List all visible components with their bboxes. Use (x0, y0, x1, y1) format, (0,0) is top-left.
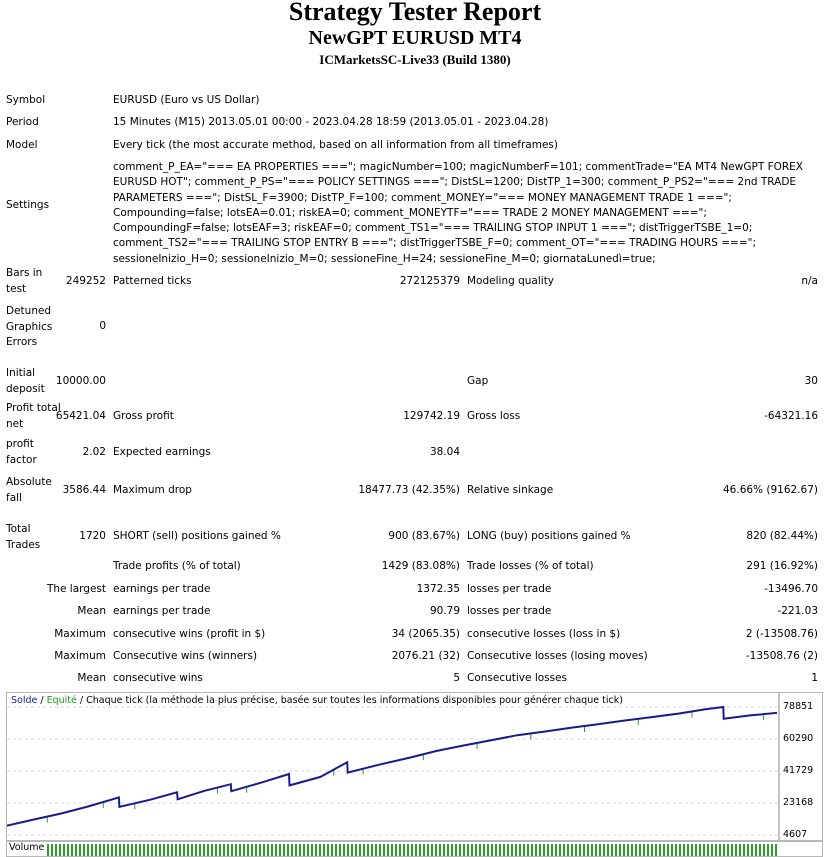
volume-bar-mark (491, 844, 493, 856)
consecutive-wins-winners-label: Consecutive wins (winners) (113, 650, 258, 662)
mean-win-label: earnings per trade (113, 605, 211, 617)
volume-bar-mark (551, 844, 553, 856)
volume-bar-mark (751, 844, 753, 856)
volume-bar-mark (539, 844, 541, 856)
balance-line (7, 707, 777, 826)
volume-bar-mark (455, 844, 457, 856)
volume-bar-mark (479, 844, 481, 856)
volume-bar-mark (159, 844, 161, 856)
consecutive-losses-loss-label: consecutive losses (loss in $) (467, 628, 621, 640)
largest-label: The largest (46, 583, 106, 595)
trade-losses-value: 291 (16.92%) (746, 560, 818, 572)
gap-label: Gap (467, 375, 489, 387)
volume-bar-mark (599, 844, 601, 856)
volume-bar-mark (759, 844, 761, 856)
mean-win-value: 90.79 (429, 605, 460, 617)
volume-bar-mark (611, 844, 613, 856)
maximum-drop-label: Maximum drop (113, 484, 192, 496)
legend-separator: / (37, 695, 47, 706)
period-value: 15 Minutes (M15) 2013.05.01 00:00 - 2023.04.28 18:59 (2013.05.01 - 2023.04.28) (113, 116, 549, 128)
volume-bar-mark (555, 844, 557, 856)
volume-bar-mark (507, 844, 509, 856)
volume-bar-mark (499, 844, 501, 856)
volume-bar-mark (103, 844, 105, 856)
volume-bar-mark (579, 844, 581, 856)
volume-bar-mark (319, 844, 321, 856)
gross-profit-value: 129742.19 (403, 410, 460, 422)
settings-value: comment_P_EA="=== EA PROPERTIES ==="; magicNumber=100; magicNumberF=101; commentTrade="EA MT4 NewGPT FOREX EURUSD HOT"; comment_P_PS="=== POLICY SETTINGS ==="; DistSL=1200; DistTP_1=300; comment_P_PS2="=== 2nd TRADE PARAMETERS ==="; DistSL_F=3900; DistTP_F=100; comment_MONEY="=== MONEY MANAGEMENT TRADE 1 ==="; Compounding=false; lotsEA=0.01; riskEA=0; comment_MONEYTF="=== TRADE 2 MONEY MANAGEMENT ==="; CompoundingF=false; lotsEAF=3; riskEAF=0; comment_TS1="=== TRAILING STOP INPUT 1 ==="; distTriggerTSBE_1=0; comment_TS2="=== TRAILING STOP ENTRY B ==="; distTriggerTSBE_F=0; comment_OT="=== TRADING HOURS ==="; sessioneInizio_H=0; sessioneInizio_M=0; sessioneFine_H=24; sessioneFine_M=0; giornataLunedì=true; (113, 161, 804, 265)
long-positions-value: 820 (82.44%) (746, 530, 818, 542)
legend-balance: Solde (11, 695, 38, 706)
volume-bar-mark (195, 844, 197, 856)
y-tick-label: 60290 (783, 733, 814, 744)
volume-bar-mark (635, 844, 637, 856)
volume-bar-mark (703, 844, 705, 856)
volume-bar-mark (115, 844, 117, 856)
errors-label: Detuned Graphics Errors (6, 305, 53, 348)
net-profit-label: Profit total net (6, 402, 61, 430)
volume-bar-mark (643, 844, 645, 856)
legend-equity: Equité (46, 695, 77, 706)
volume-bar-mark (771, 844, 773, 856)
volume-bar-mark (715, 844, 717, 856)
volume-bar-mark (395, 844, 397, 856)
volume-bar-mark (475, 844, 477, 856)
volume-bar-mark (399, 844, 401, 856)
volume-bar-mark (487, 844, 489, 856)
quality-value: n/a (801, 275, 818, 287)
long-positions-label: LONG (buy) positions gained % (467, 530, 631, 542)
volume-bar-mark (191, 844, 193, 856)
volume-bar-mark (343, 844, 345, 856)
volume-bar-mark (627, 844, 629, 856)
volume-bar-mark (227, 844, 229, 856)
total-trades-value: 1720 (79, 530, 106, 542)
volume-bar-mark (467, 844, 469, 856)
volume-bar-mark (695, 844, 697, 856)
volume-bar-mark (247, 844, 249, 856)
volume-bar-mark (215, 844, 217, 856)
balance-chart-plot (7, 693, 822, 840)
volume-bar-mark (391, 844, 393, 856)
relative-sinkage-value: 46.66% (9162.67) (723, 484, 818, 496)
volume-bar-mark (379, 844, 381, 856)
volume-bar-mark (307, 844, 309, 856)
volume-bar-mark (183, 844, 185, 856)
trade-losses-label: Trade losses (% of total) (467, 560, 594, 572)
volume-bar-mark (595, 844, 597, 856)
volume-histogram (7, 843, 822, 857)
consecutive-wins-profit-value: 34 (2065.35) (391, 628, 460, 640)
volume-bar-mark (739, 844, 741, 856)
mean-loss-value: -221.03 (777, 605, 818, 617)
profit-factor-value: 2.02 (82, 446, 106, 458)
total-trades-label: Total Trades (6, 523, 41, 551)
volume-bar-mark (707, 844, 709, 856)
volume-bar-mark (567, 844, 569, 856)
volume-bar-mark (775, 844, 777, 856)
short-positions-value: 900 (83.67%) (388, 530, 460, 542)
volume-bar-mark (143, 844, 145, 856)
largest-win-value: 1372.35 (416, 583, 460, 595)
volume-bar-mark (123, 844, 125, 856)
absolute-fall-label: Absolute fall (6, 476, 52, 504)
volume-bar-mark (607, 844, 609, 856)
volume-bar-mark (459, 844, 461, 856)
volume-bar-mark (235, 844, 237, 856)
volume-bar-mark (495, 844, 497, 856)
ticks-value: 272125379 (399, 275, 460, 287)
volume-bar-mark (187, 844, 189, 856)
volume-bar-mark (387, 844, 389, 856)
volume-bar-mark (311, 844, 313, 856)
volume-bar-mark (335, 844, 337, 856)
mean-label-2: Mean (77, 672, 106, 684)
ticks-label: Patterned ticks (113, 275, 192, 287)
volume-bar-mark (291, 844, 293, 856)
volume-bar-mark (75, 844, 77, 856)
volume-bar-mark (415, 844, 417, 856)
account-info: ICMarketsSC-Live33 (Build 1380) (319, 52, 511, 67)
volume-bar-mark (535, 844, 537, 856)
deposit-label: Initial deposit (6, 367, 45, 395)
model-value: Every tick (the most accurate method, based on all information from all timeframes) (113, 139, 558, 151)
volume-bar-mark (671, 844, 673, 856)
volume-bar-mark (63, 844, 65, 856)
volume-bar-mark (267, 844, 269, 856)
gross-loss-value: -64321.16 (764, 410, 818, 422)
volume-bar-mark (723, 844, 725, 856)
volume-bar-mark (547, 844, 549, 856)
volume-bar-mark (107, 844, 109, 856)
volume-bar-mark (139, 844, 141, 856)
volume-bar-mark (563, 844, 565, 856)
volume-bar-mark (631, 844, 633, 856)
volume-bar-mark (331, 844, 333, 856)
volume-bar-mark (691, 844, 693, 856)
volume-bar-mark (315, 844, 317, 856)
volume-bar-mark (219, 844, 221, 856)
volume-bar-mark (639, 844, 641, 856)
volume-bar-mark (135, 844, 137, 856)
volume-bar-mark (127, 844, 129, 856)
volume-bar-mark (199, 844, 201, 856)
volume-bar-mark (51, 844, 53, 856)
balance-chart (6, 692, 823, 841)
relative-sinkage-label: Relative sinkage (467, 484, 554, 496)
period-label: Period (6, 116, 39, 128)
legend-description: / Chaque tick (la méthode la plus précise, basée sur toutes les informations disponibles pour générer chaque tick) (76, 695, 623, 706)
profit-factor-label: profit factor (6, 438, 37, 466)
volume-bar-mark (659, 844, 661, 856)
volume-bar-mark (375, 844, 377, 856)
volume-bar-mark (519, 844, 521, 856)
volume-bar-mark (367, 844, 369, 856)
short-positions-label: SHORT (sell) positions gained % (113, 530, 281, 542)
volume-bar-mark (287, 844, 289, 856)
mean-consecutive-wins-value: 5 (453, 672, 460, 684)
volume-bar-mark (679, 844, 681, 856)
volume-bar-mark (463, 844, 465, 856)
volume-bar-mark (603, 844, 605, 856)
consecutive-losses-moves-label: Consecutive losses (losing moves) (467, 650, 648, 662)
gross-profit-label: Gross profit (113, 410, 174, 422)
deposit-value: 10000.00 (55, 375, 106, 387)
volume-bar-mark (179, 844, 181, 856)
mean-consecutive-losses-value: 1 (811, 672, 818, 684)
y-tick-label: 4607 (783, 829, 808, 840)
errors-value: 0 (99, 320, 106, 332)
volume-bar-mark (763, 844, 765, 856)
largest-loss-value: -13496.70 (764, 583, 818, 595)
volume-bar-mark (383, 844, 385, 856)
volume-bar-mark (275, 844, 277, 856)
volume-bar-mark (371, 844, 373, 856)
volume-bar-mark (207, 844, 209, 856)
volume-bar-mark (731, 844, 733, 856)
volume-bar-mark (623, 844, 625, 856)
volume-bar-mark (79, 844, 81, 856)
volume-bar-mark (279, 844, 281, 856)
absolute-fall-value: 3586.44 (62, 484, 106, 496)
volume-bar-mark (203, 844, 205, 856)
mean-consecutive-wins-label: consecutive wins (113, 672, 203, 684)
volume-label: Volume (9, 842, 45, 853)
volume-bar-mark (59, 844, 61, 856)
volume-bar-mark (327, 844, 329, 856)
volume-bar-mark (243, 844, 245, 856)
volume-bar-mark (583, 844, 585, 856)
volume-bar-mark (67, 844, 69, 856)
volume-bar-mark (211, 844, 213, 856)
volume-bar-mark (111, 844, 113, 856)
volume-bar-mark (687, 844, 689, 856)
volume-bar-mark (83, 844, 85, 856)
gap-value: 30 (804, 375, 818, 387)
trade-profits-label: Trade profits (% of total) (113, 560, 241, 572)
volume-bar-mark (87, 844, 89, 856)
volume-bar-mark (719, 844, 721, 856)
volume-bar-mark (131, 844, 133, 856)
volume-bar-mark (147, 844, 149, 856)
volume-bar-mark (263, 844, 265, 856)
trade-profits-value: 1429 (83.08%) (381, 560, 460, 572)
volume-bar-mark (443, 844, 445, 856)
volume-bar-mark (151, 844, 153, 856)
volume-bar-mark (735, 844, 737, 856)
consecutive-wins-winners-value: 2076.21 (32) (391, 650, 460, 662)
volume-bar-mark (407, 844, 409, 856)
volume-bar-mark (651, 844, 653, 856)
volume-bar-mark (303, 844, 305, 856)
volume-bar-mark (419, 844, 421, 856)
y-tick-label: 41729 (783, 765, 814, 776)
volume-bar-mark (431, 844, 433, 856)
volume-bar-mark (523, 844, 525, 856)
volume-bar-mark (323, 844, 325, 856)
volume-bar-mark (711, 844, 713, 856)
expected-earnings-value: 38.04 (429, 446, 460, 458)
mean-label: Mean (77, 605, 106, 617)
volume-bar-mark (283, 844, 285, 856)
volume-bar-mark (95, 844, 97, 856)
largest-loss-label: losses per trade (467, 583, 552, 595)
gross-loss-label: Gross loss (467, 410, 521, 422)
volume-bar-mark (559, 844, 561, 856)
maximum-drop-value: 18477.73 (42.35%) (358, 484, 460, 496)
volume-bar-mark (531, 844, 533, 856)
volume-bar-mark (447, 844, 449, 856)
volume-bar-mark (71, 844, 73, 856)
mean-consecutive-losses-label: Consecutive losses (467, 672, 568, 684)
volume-bar-mark (363, 844, 365, 856)
mean-loss-label: losses per trade (467, 605, 552, 617)
volume-bar-mark (683, 844, 685, 856)
volume-bar-mark (167, 844, 169, 856)
volume-bar-mark (663, 844, 665, 856)
volume-bar-mark (91, 844, 93, 856)
volume-bar-mark (527, 844, 529, 856)
symbol-label: Symbol (6, 94, 46, 106)
volume-bar-mark (271, 844, 273, 856)
volume-bar-mark (511, 844, 513, 856)
volume-bar-mark (439, 844, 441, 856)
volume-bar-mark (231, 844, 233, 856)
volume-bar-mark (359, 844, 361, 856)
volume-bar-mark (175, 844, 177, 856)
volume-bar-mark (259, 844, 261, 856)
y-tick-label: 23168 (783, 797, 814, 808)
volume-bar-mark (47, 844, 49, 856)
volume-bar-mark (255, 844, 257, 856)
report-title: Strategy Tester Report (288, 0, 542, 26)
volume-bar-mark (471, 844, 473, 856)
largest-win-label: earnings per trade (113, 583, 211, 595)
symbol-value: EURUSD (Euro vs US Dollar) (113, 94, 260, 106)
consecutive-losses-moves-value: -13508.76 (2) (745, 650, 818, 662)
volume-bar-mark (435, 844, 437, 856)
volume-bar-mark (55, 844, 57, 856)
volume-bar-mark (571, 844, 573, 856)
volume-bar-mark (171, 844, 173, 856)
settings-label: Settings (6, 199, 50, 211)
volume-bar-mark (239, 844, 241, 856)
volume-bar-mark (427, 844, 429, 856)
maximum-label-1: Maximum (54, 628, 106, 640)
volume-bar-mark (767, 844, 769, 856)
volume-bar-mark (655, 844, 657, 856)
volume-bar-mark (403, 844, 405, 856)
volume-bar-mark (163, 844, 165, 856)
bars-label: Bars in test (6, 267, 43, 295)
volume-bar-mark (355, 844, 357, 856)
volume-bar-mark (119, 844, 121, 856)
volume-bar-mark (451, 844, 453, 856)
volume-bar-mark (339, 844, 341, 856)
consecutive-wins-profit-label: consecutive wins (profit in $) (113, 628, 266, 640)
volume-bar-mark (675, 844, 677, 856)
volume-bar-mark (587, 844, 589, 856)
maximum-label-2: Maximum (54, 650, 106, 662)
volume-bar-mark (251, 844, 253, 856)
volume-bar-mark (503, 844, 505, 856)
volume-bar-mark (647, 844, 649, 856)
volume-bar-mark (299, 844, 301, 856)
volume-bar-mark (483, 844, 485, 856)
bars-value: 249252 (65, 275, 106, 287)
volume-bar-mark (543, 844, 545, 856)
net-profit-value: 65421.04 (55, 410, 106, 422)
chart-legend (11, 695, 623, 706)
volume-bar-mark (747, 844, 749, 856)
report-subtitle: NewGPT EURUSD MT4 (308, 27, 522, 49)
volume-bar-mark (223, 844, 225, 856)
volume-bar-mark (515, 844, 517, 856)
volume-bar-mark (755, 844, 757, 856)
volume-bar-mark (347, 844, 349, 856)
volume-bar-mark (727, 844, 729, 856)
volume-bar-mark (743, 844, 745, 856)
volume-bar-mark (411, 844, 413, 856)
volume-bar-mark (99, 844, 101, 856)
volume-bar-mark (615, 844, 617, 856)
volume-bar-mark (155, 844, 157, 856)
volume-bar-mark (295, 844, 297, 856)
model-label: Model (6, 139, 38, 151)
expected-earnings-label: Expected earnings (113, 446, 211, 458)
consecutive-losses-loss-value: 2 (-13508.76) (745, 628, 818, 640)
volume-bar-mark (591, 844, 593, 856)
y-tick-label: 78851 (783, 701, 814, 712)
volume-bar-mark (619, 844, 621, 856)
volume-bar-mark (351, 844, 353, 856)
volume-bar-mark (699, 844, 701, 856)
volume-bar-mark (667, 844, 669, 856)
volume-bar-mark (575, 844, 577, 856)
quality-label: Modeling quality (467, 275, 555, 287)
volume-bar (6, 841, 823, 857)
volume-bar-mark (423, 844, 425, 856)
